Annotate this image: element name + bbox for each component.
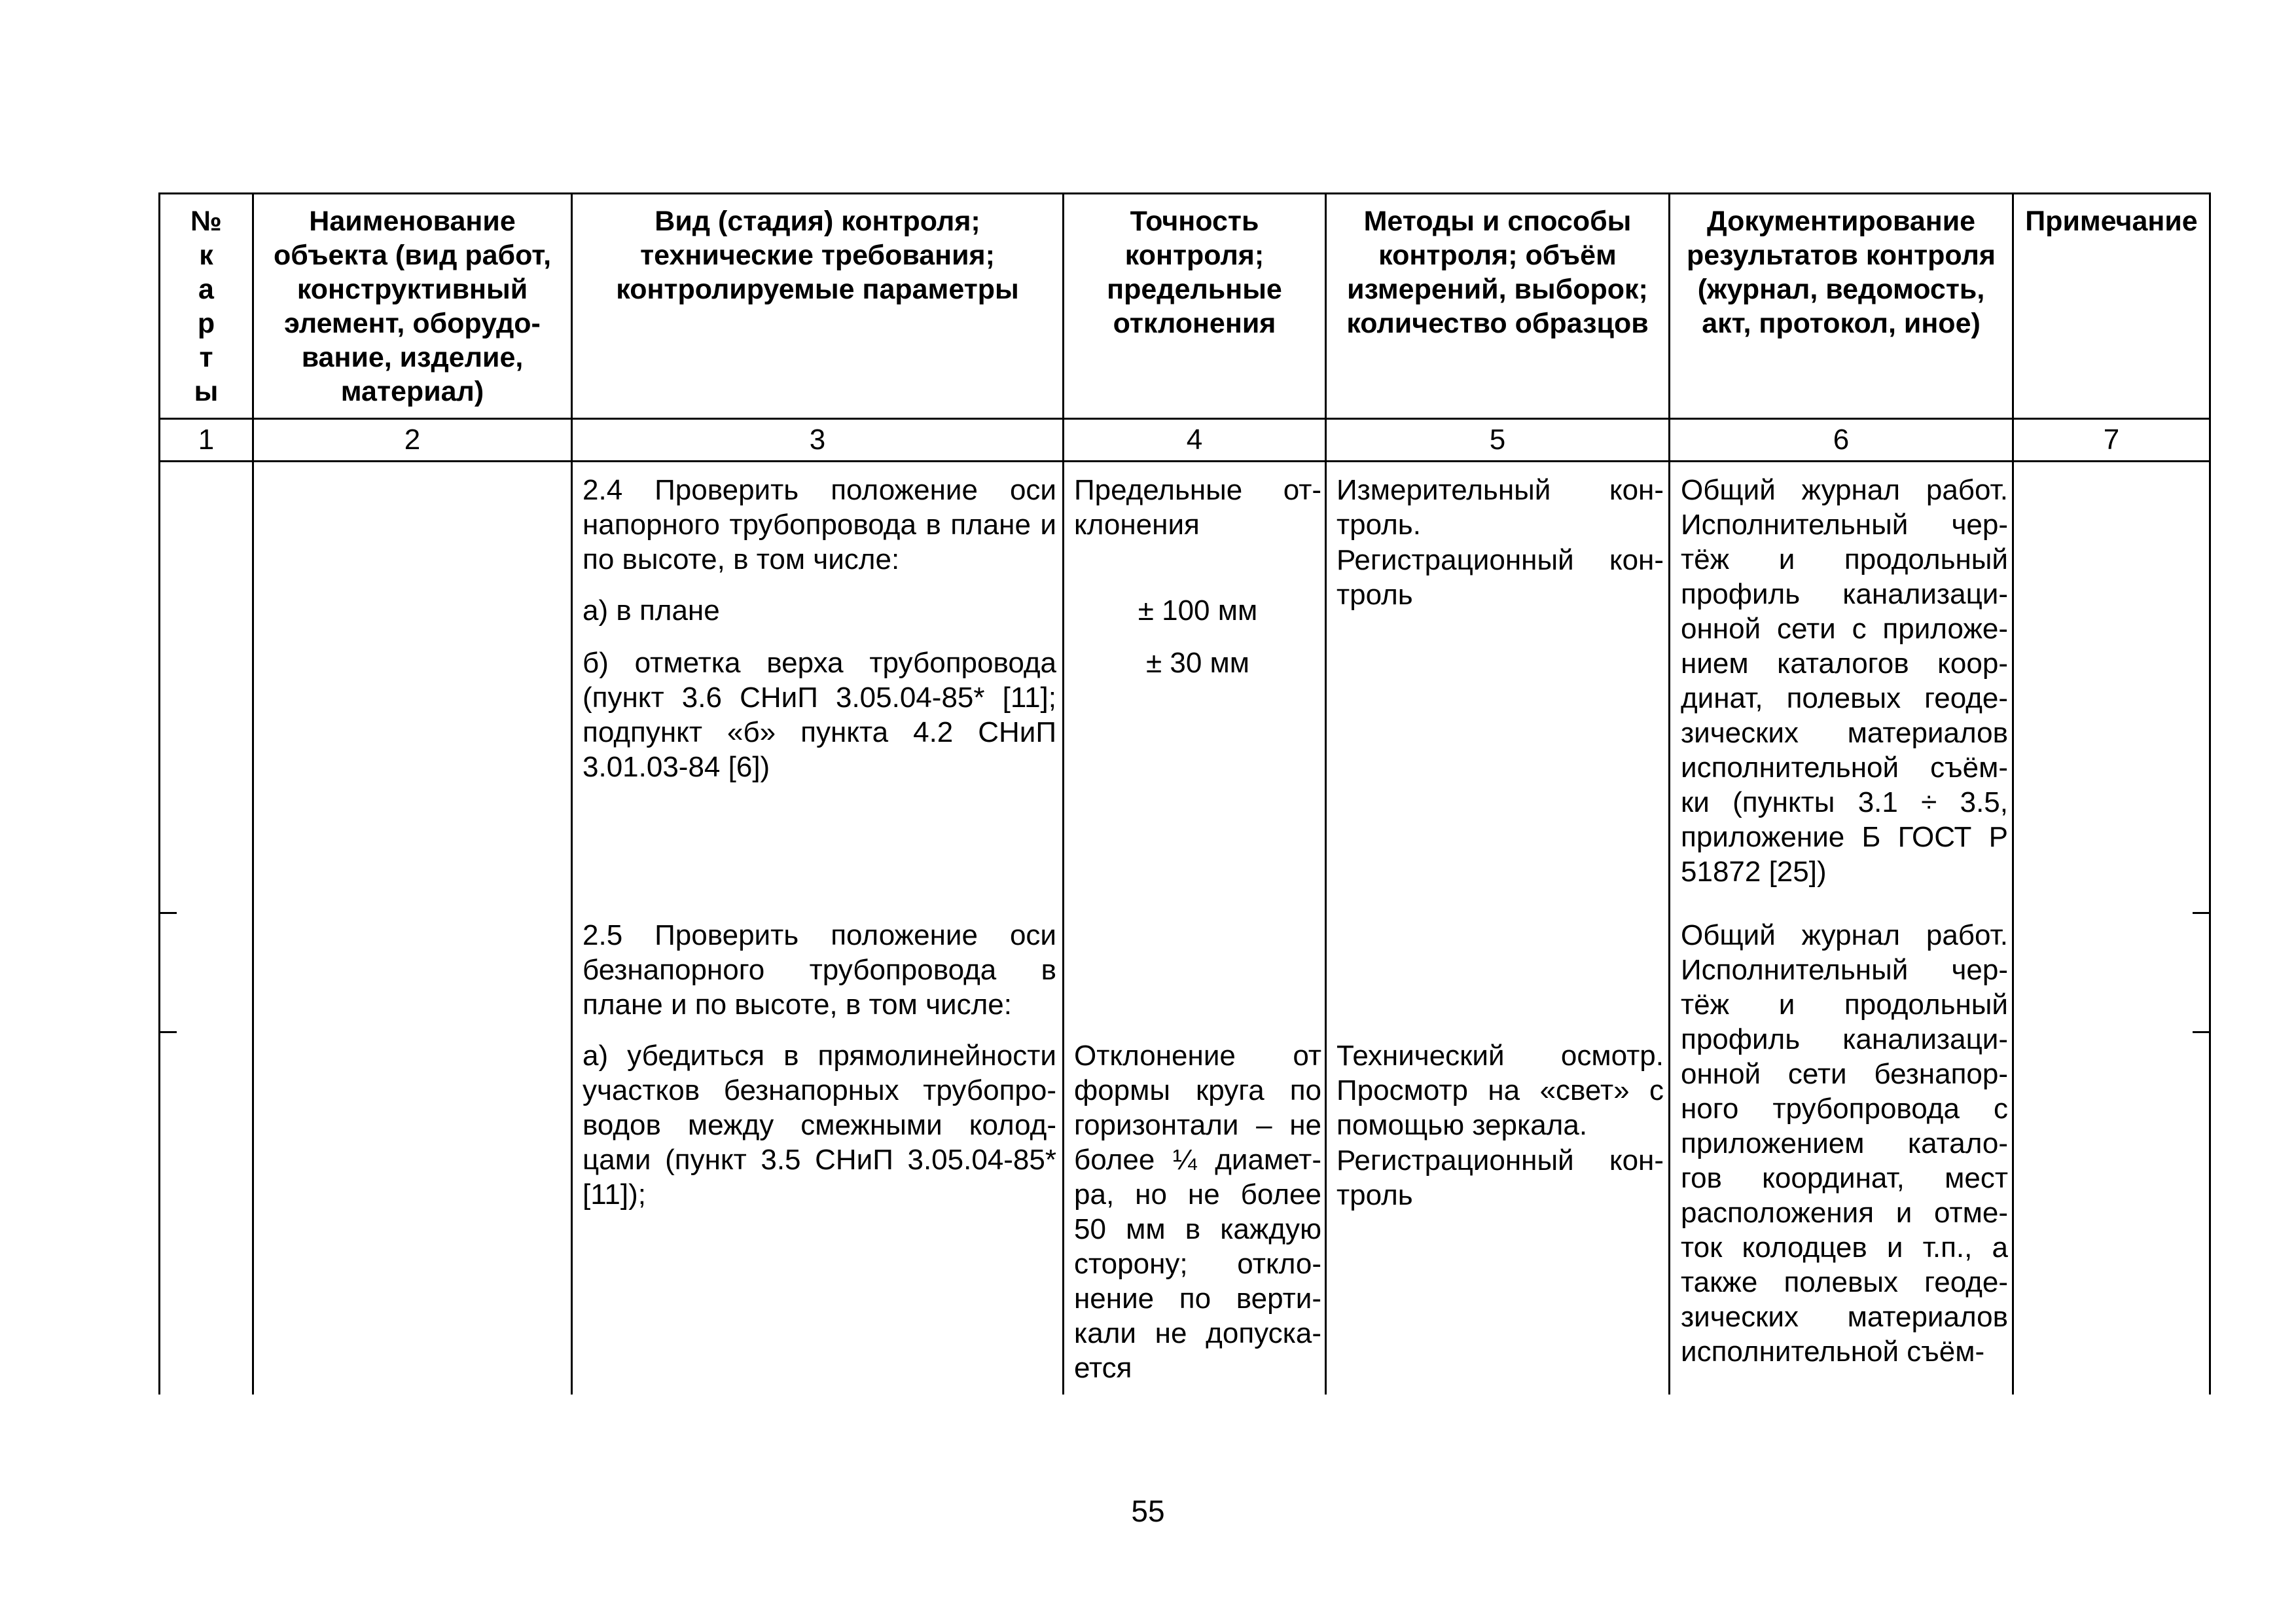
- col-border-5: [1668, 192, 1670, 1395]
- row-tick: [158, 912, 177, 914]
- column-number-4: 4: [1186, 424, 1203, 456]
- item-2-5-accuracy: Отклонение от формы круга по горизонтали – не более ¼ диамет-ра, но не более 50 мм в каждую сторону; откло-нение по верти-кали не допуска-ется: [1074, 1040, 1321, 1384]
- header-object-name: Наименование объекта (вид работ, конструктивный элемент, оборудо- вание, изделие, материал): [273, 206, 552, 407]
- row-tick: [2193, 1031, 2211, 1033]
- item-2-5-a: а) убедиться в прямолинейности участков безнапорных трубопро-водов между смежными колод-цами (пункт 3.5 СНиП 3.05.04-85* [11]);: [583, 1040, 1056, 1211]
- column-number-3: 3: [809, 424, 826, 456]
- column-number-1: 1: [198, 424, 215, 456]
- header-accuracy: Точность контроля; предельные отклонения: [1107, 206, 1282, 339]
- column-number-5: 5: [1489, 424, 1506, 456]
- col-border-2: [571, 192, 573, 1395]
- header-documentation: Документирование результатов контроля (журнал, ведомость, акт, протокол, иное): [1686, 206, 1996, 339]
- item-2-4-accuracy-b: ± 30 мм: [1145, 647, 1250, 679]
- item-2-4-method-2: Регистрационный кон-троль: [1336, 544, 1664, 611]
- numbers-bottom-border: [158, 460, 2211, 462]
- item-2-4-a: а) в плане: [583, 594, 720, 627]
- item-2-5-intro: 2.5 Проверить положение оси безнапорного трубопровода в плане и по высоте, в том числе:: [583, 919, 1056, 1021]
- col-border-4: [1325, 192, 1327, 1395]
- item-2-4-accuracy-a: ± 100 мм: [1138, 594, 1258, 627]
- row-tick: [2193, 912, 2211, 914]
- page-number: 55: [1131, 1494, 1165, 1528]
- item-2-4-documentation: Общий журнал работ. Исполнительный чер-тёж и продольный профиль канализаци-онной сети с приложе-нием каталогов коор-динат, полевых геоде-зических материалов исполнительной съём-ки (пункты 3.1 ÷ 3.5, приложение Б ГОСТ Р 51872 [25]): [1681, 474, 2008, 888]
- table-top-border: [158, 192, 2211, 194]
- item-2-4-intro: 2.4 Проверить положение оси напорного трубопровода в плане и по высоте, в том числе:: [583, 474, 1056, 575]
- column-number-7: 7: [2103, 424, 2120, 456]
- item-2-4-accuracy-title: Предельные от-клонения: [1074, 474, 1321, 541]
- column-number-2: 2: [404, 424, 421, 456]
- header-card-number: № к а р т ы: [190, 206, 222, 407]
- item-2-5-method-2: Регистрационный кон-троль: [1336, 1144, 1664, 1211]
- item-2-4-method-1: Измерительный кон-троль.: [1336, 474, 1664, 541]
- col-border-3: [1062, 192, 1064, 1395]
- header-control-type: Вид (стадия) контроля; технические требования; контролируемые параметры: [616, 206, 1019, 305]
- header-methods: Методы и способы контроля; объём измерений, выборок; количество образцов: [1346, 206, 1649, 339]
- column-number-6: 6: [1833, 424, 1850, 456]
- item-2-4-b: б) отметка верха трубопровода (пункт 3.6 СНиП 3.05.04-85* [11]; подпункт «б» пункта 4.2 СНиП 3.01.03-84 [6]): [583, 647, 1056, 783]
- header-bottom-border: [158, 418, 2211, 420]
- col-border-7: [2209, 192, 2211, 1395]
- header-note: Примечание: [2025, 206, 2198, 237]
- item-2-5-documentation: Общий журнал работ. Исполнительный чер-тёж и продольный профиль канализаци-онной сети безнапор-ного трубопровода с приложением катало-гов координат, мест расположения и отме-ток колодцев и т.п., а также полевых геоде-зических материалов исполнительной съём-: [1681, 919, 2008, 1368]
- col-border-6: [2012, 192, 2014, 1395]
- row-tick: [158, 1031, 177, 1033]
- item-2-5-method-1: Технический осмотр. Просмотр на «свет» с помощью зеркала.: [1336, 1040, 1664, 1141]
